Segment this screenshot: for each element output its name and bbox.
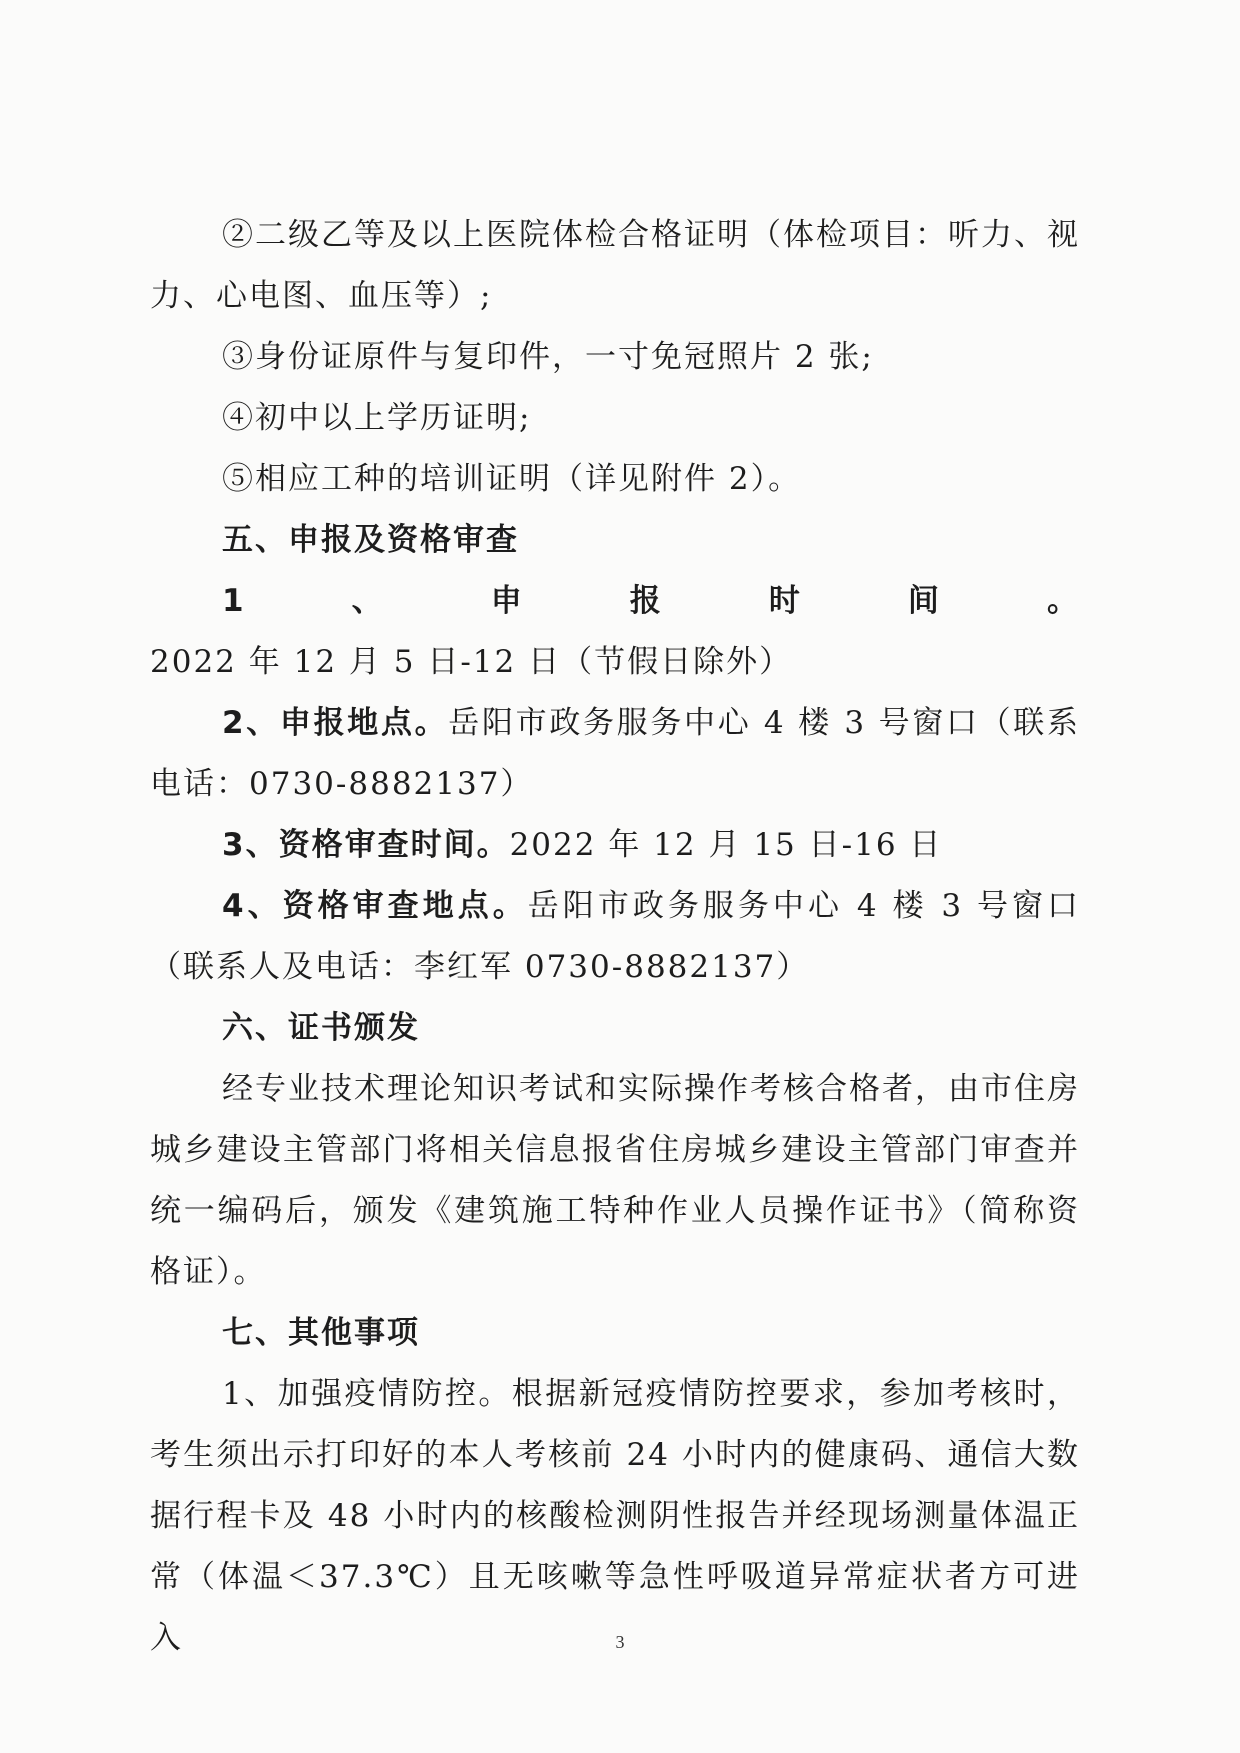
paragraph-application-location: [150, 693, 1080, 815]
paragraph-lead: 1、加强疫情防控。: [222, 1376, 512, 1412]
paragraph-lead: 3、资格审查时间。: [222, 827, 510, 863]
section-heading-other-matters: 七、其他事项: [222, 1315, 420, 1351]
document-body: [150, 205, 1080, 1669]
paragraph-text: 岳阳市政务服务中心 4 楼 3 号窗口（联系电话：0730-8882137）: [150, 705, 1080, 802]
paragraph-text: 根据新冠疫情防控要求，参加考核时，考生须出示打印好的本人考核前 24 小时内的健康码、通信大数据行程卡及 48 小时内的核酸检测阴性报告并经现场测量体温正常（体温＜37.3℃）且无咳嗽等急性呼吸道异常症状者方可进入: [150, 1376, 1080, 1656]
section-heading-certificate: 六、证书颁发: [222, 1010, 420, 1046]
paragraph-lead: 2、申报地点。: [222, 705, 449, 741]
paragraph-lead: 1、申报时间。: [222, 583, 1080, 619]
list-item-health-certificate: ②二级乙等及以上医院体检合格证明（体检项目：听力、视力、心电图、血压等）;: [150, 217, 1080, 314]
paragraph-text: 2022 年 12 月 5 日-12 日（节假日除外）: [150, 644, 793, 680]
list-item-id-card: ③身份证原件与复印件，一寸免冠照片 2 张;: [222, 339, 874, 375]
paragraph-review-location: [150, 876, 1080, 998]
paragraph-text: 岳阳市政务服务中心 4 楼 3 号窗口（联系人及电话：李红军 0730-8882137）: [150, 888, 1080, 985]
list-item-education: ④初中以上学历证明;: [222, 400, 532, 436]
page-number: 3: [615, 1632, 625, 1652]
list-item-training: ⑤相应工种的培训证明（详见附件 2）。: [222, 461, 802, 497]
section-heading-application: 五、申报及资格审查: [222, 522, 519, 558]
paragraph-lead: 4、资格审查地点。: [222, 888, 528, 924]
paragraph-epidemic-control: [150, 1364, 1080, 1669]
paragraph-certificate-issuance: 经专业技术理论知识考试和实际操作考核合格者，由市住房城乡建设主管部门将相关信息报省住房城乡建设主管部门审查并统一编码后，颁发《建筑施工特种作业人员操作证书》（简称资格证）。: [150, 1071, 1080, 1290]
paragraph-review-time: [150, 815, 1080, 876]
paragraph-application-time: [150, 571, 1080, 693]
paragraph-text: 2022 年 12 月 15 日-16 日: [509, 827, 943, 863]
